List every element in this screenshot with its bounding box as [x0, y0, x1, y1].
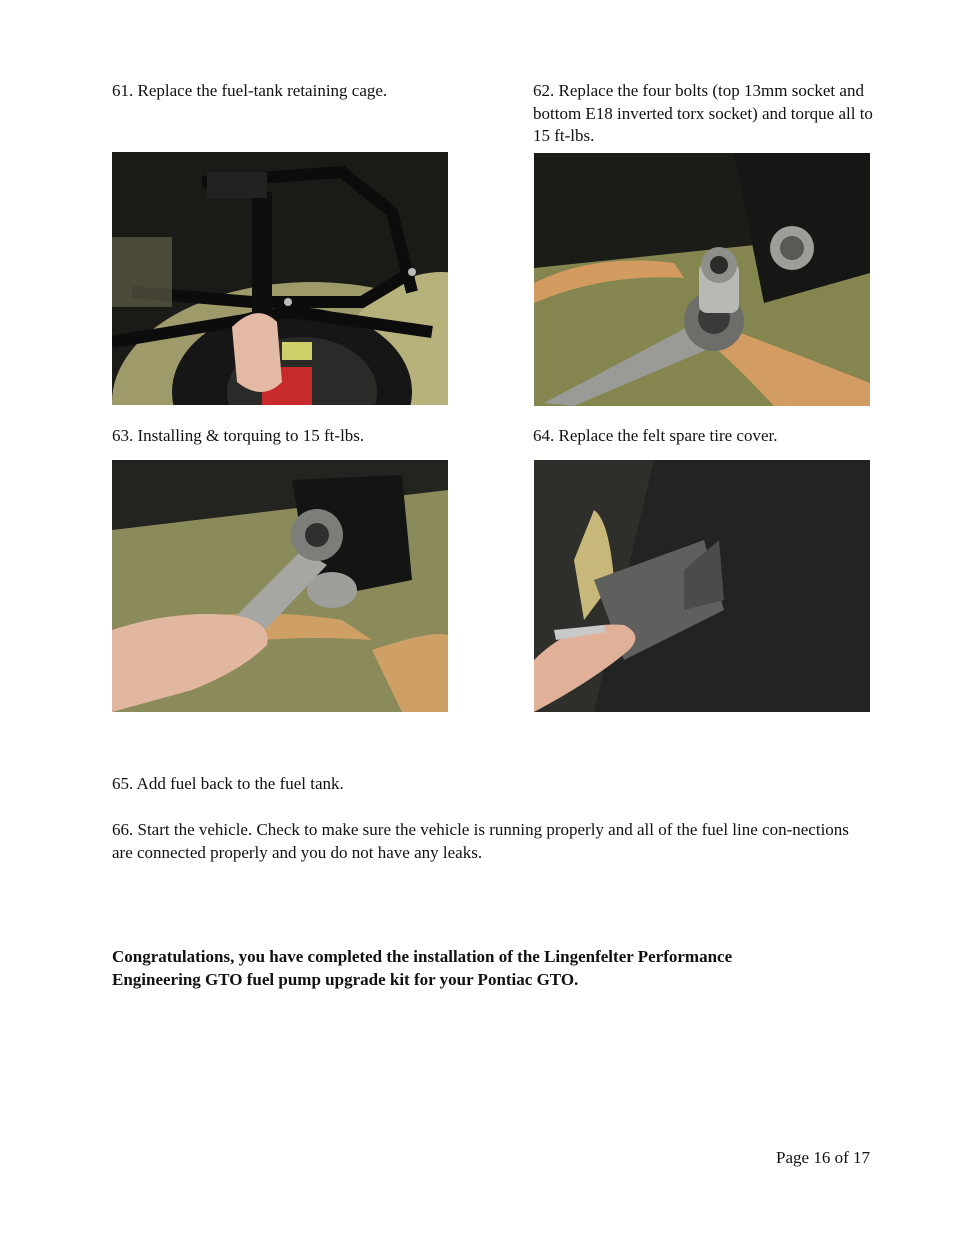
step-64-caption: 64. Replace the felt spare tire cover. [533, 426, 778, 445]
retaining-cage-photo [112, 152, 448, 405]
wrench-bolt-photo [534, 153, 870, 406]
step-63-caption: 63. Installing & torquing to 15 ft-lbs. [112, 426, 365, 445]
step-66-text: 66. Start the vehicle. Check to make sure the vehicle is running properly and all of the fuel line con-nections are connected properly and you do not have any leaks. [112, 820, 849, 862]
step-61-caption: 61. Replace the fuel-tank retaining cage. [112, 81, 388, 100]
step-62-caption: 62. Replace the four bolts (top 13mm socket and bottom E18 inverted torx socket) and torque all to 15 ft-lbs. [533, 81, 873, 145]
felt-cover-photo [534, 460, 870, 712]
step-65-text: 65. Add fuel back to the fuel tank. [112, 774, 344, 793]
torquing-photo [112, 460, 448, 712]
congratulations-text: Congratulations, you have completed the installation of the Lingenfelter Performance Engineering GTO fuel pump upgrade kit for your Pontiac GTO. [112, 947, 733, 989]
page-number: Page 16 of 17 [776, 1148, 870, 1167]
